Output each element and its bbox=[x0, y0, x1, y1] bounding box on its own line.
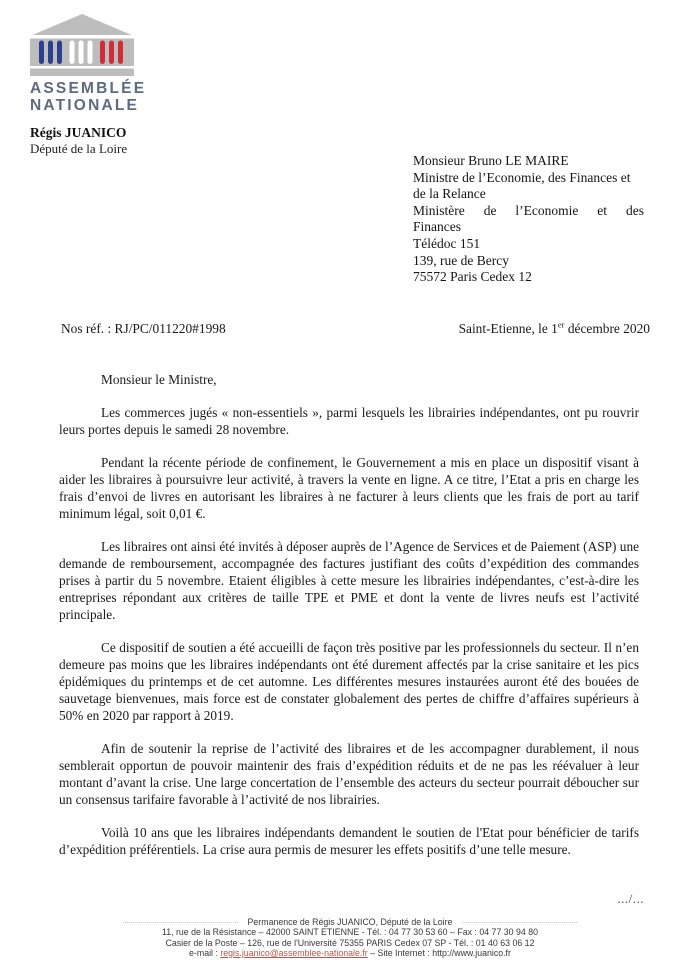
recipient-line: Télédoc 151 bbox=[413, 235, 481, 251]
recipient-line: de la Relance bbox=[413, 186, 486, 202]
institution-name bbox=[30, 81, 150, 114]
letter-body bbox=[59, 371, 639, 874]
recipient-line: Ministère de l’Economie et des bbox=[413, 202, 644, 218]
institution-name-line1: ASSEMBLÉE bbox=[30, 80, 147, 97]
assemblee-nationale-logo bbox=[30, 14, 134, 76]
recipient-line: Ministre de l’Economie, des Finances et bbox=[413, 169, 631, 185]
recipient-line: 75572 Paris Cedex 12 bbox=[413, 269, 532, 285]
letter-paragraph-6: Voilà 10 ans que les libraires indépendants demandent le soutien de l'Etat pour bénéficier de tarifs d’expédition préférentiels. La crise aura permis de mesurer les effets positifs d’une telle mesure. bbox=[59, 825, 639, 857]
sender-name: Régis JUANICO bbox=[30, 125, 127, 140]
footer bbox=[0, 917, 700, 958]
footer-email-link[interactable]: regis.juanico@assemblee-nationale.fr bbox=[220, 947, 368, 958]
letter-paragraph-5: Afin de soutenir la reprise de l’activité des libraires et de les accompagner durablement, il nous semblerait opportun de pouvoir maintenir des frais d’expédition réduits et de ne pas les réévaluer à leur montant d’avant la crise. Une large concertation de l’ensemble des acteurs du secteur pourrait déboucher sur un consensus tarifaire favorable à l’activité de nos librairies. bbox=[59, 741, 639, 807]
footer-site-text: – Site Internet : http://www.juanico.fr bbox=[367, 947, 511, 958]
footer-line-2: 11, rue de la Résistance – 42000 SAINT ETIENNE - Tél. : 04 77 30 53 60 – Fax : 04 77 30 94 80 bbox=[161, 927, 539, 938]
continuation-mark: .../... bbox=[617, 891, 644, 906]
footer-line-1 bbox=[0, 917, 700, 927]
reference-date-row bbox=[61, 321, 650, 337]
salutation: Monsieur le Ministre, bbox=[101, 372, 217, 387]
footer-dotted-rule-right bbox=[462, 922, 577, 923]
letter-paragraph-1: Les commerces jugés « non-essentiels », parmi lesquels les librairies indépendantes, ont pu rouvrir leurs portes depuis le samedi 28 novembre. bbox=[59, 405, 639, 437]
recipient-block bbox=[413, 153, 644, 286]
sender-title: Député de la Loire bbox=[30, 141, 128, 156]
footer-line-3: Casier de la Poste – 126, rue de l'Université 75355 PARIS Cedex 07 SP - Tél. : 01 40 63 06 12 bbox=[165, 937, 535, 948]
letter-paragraph-4: Ce dispositif de soutien a été accueilli de façon très positive par les professionnels du secteur. Il n’en demeure pas moins que les libraires indépendants ont été durement affectés par la crise sanitaire et les pics épidémiques du printemps et de cet automne. Les différentes mesures instaurées auront été des bouées de sauvetage bienvenues, mais force est de constater globalement des pertes de chiffre d’affaires supérieurs à 50% en 2020 par rapport à 2019. bbox=[59, 640, 639, 723]
reference-label: Nos réf. : RJ/PC/011220#1998 bbox=[61, 321, 226, 336]
letterhead bbox=[30, 14, 150, 157]
date-line: Saint-Etienne, le 1er décembre 2020 bbox=[458, 319, 650, 336]
footer-dotted-rule-left bbox=[123, 922, 238, 923]
recipient-line: Monsieur Bruno LE MAIRE bbox=[413, 153, 569, 168]
footer-email-label: e-mail : bbox=[189, 947, 221, 958]
letter-paragraph-2: Pendant la récente période de confinement, le Gouvernement a mis en place un dispositif visant à aider les libraires à poursuivre leur activité, à travers la vente en ligne. A ce titre, l’Etat a pris en charge les frais d’envoi de livres en autorisant les libraires à ne facturer à leurs clients que les frais de port au tarif minimum légal, soit 0,01 €. bbox=[59, 455, 639, 521]
letter-paragraph-3: Les libraires ont ainsi été invités à déposer auprès de l’Agence de Services et de Paiement (ASP) une demande de remboursement, accompagnée des factures justifiant des coûts d’expédition des commandes prises à partir du 5 novembre. Etaient éligibles à cette mesure les librairies indépendantes, c’est-à-dire les entreprises répondant aux critères de taille TPE et PME et dont la vente de livres neufs est l’activité principale. bbox=[59, 539, 639, 622]
institution-name-line2: NATIONALE bbox=[30, 96, 140, 114]
recipient-line: 139, rue de Bercy bbox=[413, 252, 509, 268]
footer-line-4 bbox=[0, 948, 700, 958]
recipient-line: Finances bbox=[413, 219, 461, 235]
footer-permanence-text: Permanence de Régis JUANICO, Député de la Loire bbox=[247, 917, 453, 927]
